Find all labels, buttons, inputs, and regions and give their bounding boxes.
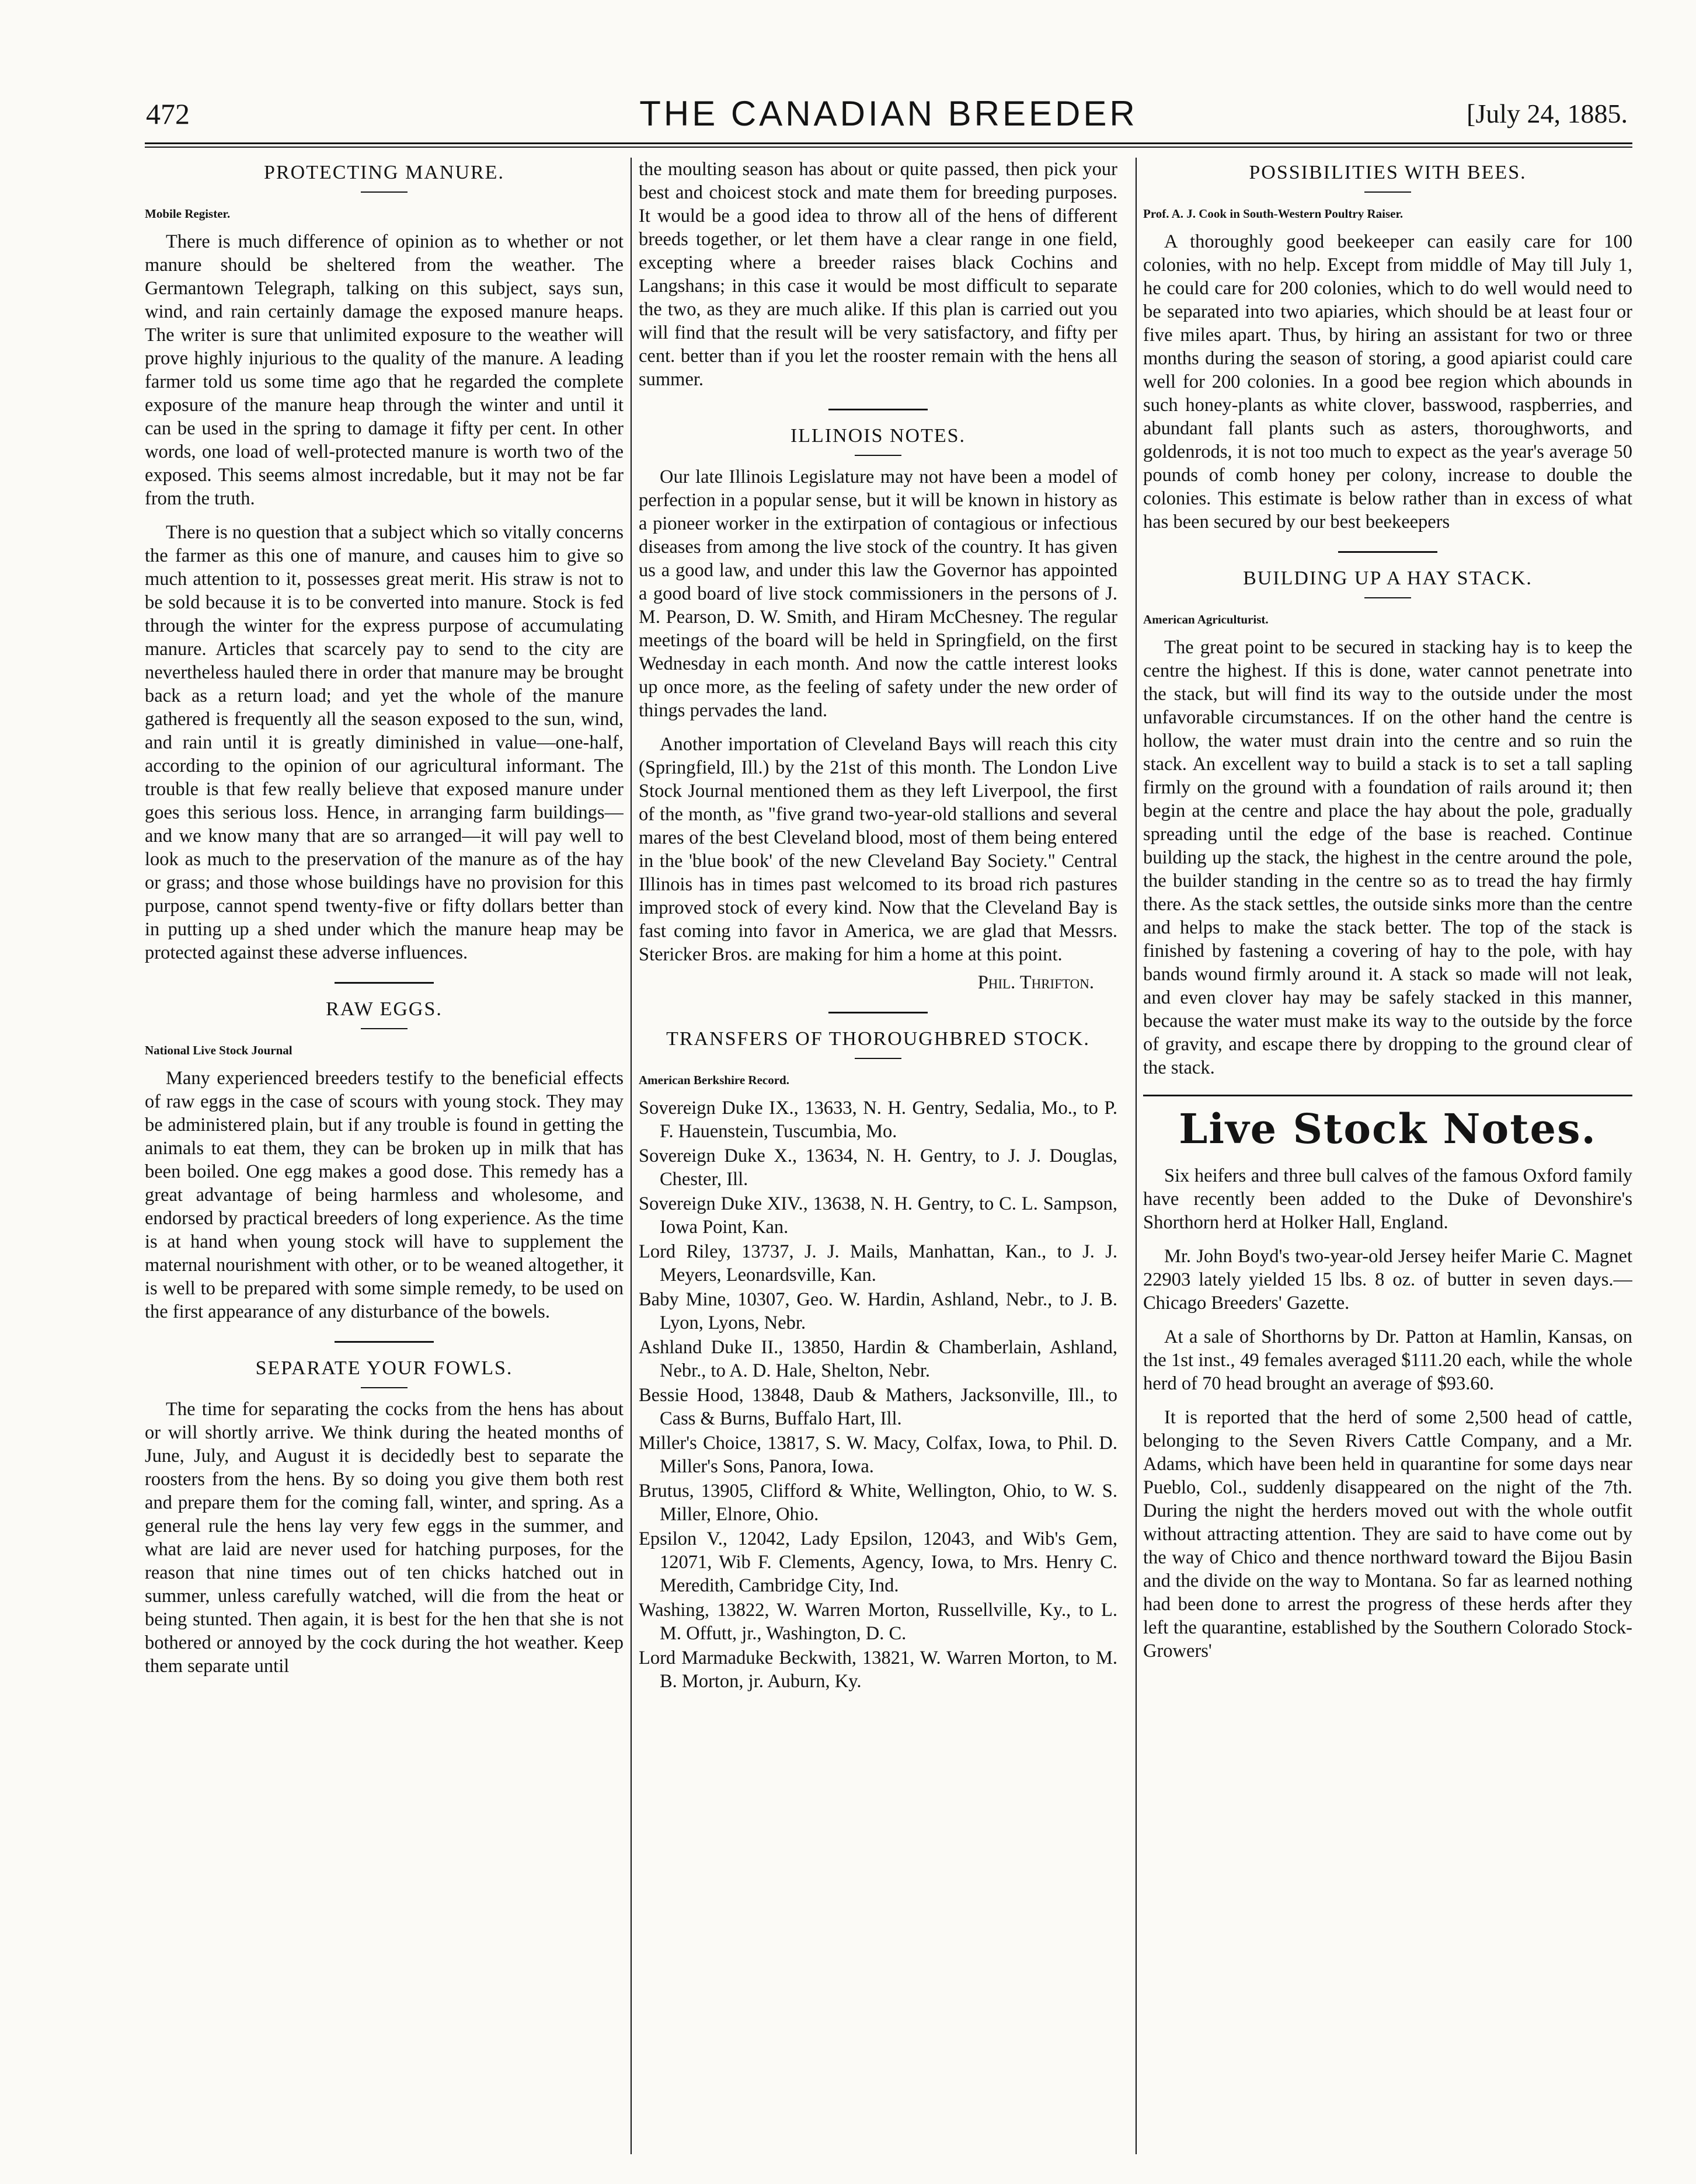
article-paragraph: The great point to be secured in stacking hay is to keep the centre the highest. If this is done, water cannot penetrate into the stack, but will find its way to the outside under the most unfavorable circumstances. If on the other hand the centre is hollow, the water must drain into the centre and so ruin the stack. An excellent way to build a stack is to set a tall sapling firmly on the ground with a foundation of rails around it; then begin at the centre and place the hay about the pole, gradually spreading until the edge of the base is reached. Continue building up the stack, the highest in the centre around the pole, the builder standing in the centre so as to tread the hay firmly there. As the stack settles, the outside sinks more than the centre and helps to make the stack better. The top of the stack is finished by fastening a covering of hay to the pole, with hay bands wound firmly around it. A stack so made will not leak, and even clover hay may be safely stacked in this manner, because the water must make its way to the outside by the force of gravity, and escape there by dropping to the ground clear of the stack. xyxy=(1143,637,1632,1078)
article-heading: RAW EGGS. xyxy=(326,998,443,1020)
section-divider xyxy=(335,1341,434,1343)
section-divider xyxy=(828,1012,928,1013)
article-signature: Phil. Thrifton. xyxy=(977,972,1094,993)
transfer-entry: Lord Riley, 13737, J. J. Mails, Manhattan, Kan., to J. J. Meyers, Leonardsville, Kan. xyxy=(639,1241,1117,1286)
article-heading: ILLINOIS NOTES. xyxy=(790,425,966,447)
heading-divider xyxy=(1364,597,1411,598)
article-source: Prof. A. J. Cook in South-Western Poultry Raiser. xyxy=(1143,207,1404,221)
transfer-entry: Sovereign Duke IX., 13633, N. H. Gentry, Sedalia, Mo., to P. F. Hauenstein, Tuscumbia, Mo. xyxy=(639,1098,1117,1142)
article-live-stock-notes xyxy=(1143,1164,1632,1663)
article-paragraph: Mr. John Boyd's two-year-old Jersey heifer Marie C. Magnet 22903 lately yielded 15 lbs. 8 oz. of butter in seven days.—Chicago Breeders' Gazette. xyxy=(1143,1246,1632,1314)
article-paragraph: Our late Illinois Legislature may not have been a model of perfection in a popular sense, but it will be known in history as a pioneer worker in the extirpation of contagious or infectious diseases from among the live stock of the country. It has given us a good law, and under this law the Governor has appointed a good board of live stock commissioners in the persons of J. M. Pearson, D. W. Smith, and Hiram McChesney. The regular meetings of the board will be held in Springfield, on the first Wednesday in each month. And now the cattle interest looks up once more, as the feeling of safety under the new order of things pervades the land. xyxy=(639,466,1117,721)
heading-divider xyxy=(1364,191,1411,193)
heading-divider xyxy=(855,1058,901,1059)
newspaper-title: THE CANADIAN BREEDER xyxy=(639,94,1138,133)
article-paragraph: It is reported that the herd of some 2,500 head of cattle, belonging to the Seven Rivers Cattle Company, and a Mr. Adams, which have been held in quarantine for some days near Pueblo, Col., suddenly disappeared on the night of the 7th. During the night the herders moved out with the whole outfit without attracting attention. They are said to have come out by the way of Chico and thence northward toward the Bijou Basin and the divide on the way to Montana. So far as learned nothing had been done to arrest the progress of these herds after they left the quarantine, established by the Southern Colorado Stock-Growers' xyxy=(1143,1407,1632,1661)
article-heading: SEPARATE YOUR FOWLS. xyxy=(255,1357,513,1379)
heading-divider xyxy=(361,1387,408,1388)
column-2 xyxy=(639,158,1117,2160)
page-number: 472 xyxy=(146,97,190,130)
masthead xyxy=(145,92,1632,144)
article-paragraph: Six heifers and three bull calves of the famous Oxford family have recently been added to the Duke of Devonshire's Shorthorn herd at Holker Hall, England. xyxy=(1143,1165,1632,1233)
article-source: National Live Stock Journal xyxy=(145,1043,292,1057)
article-bees xyxy=(1143,161,1632,534)
column-3 xyxy=(1143,158,1632,2160)
article-paragraph: There is much difference of opinion as to whether or not manure should be sheltered from the weather. The Germantown Telegraph, talking on this subject, says sun, wind, and rain certainly damage the exposed manure heaps. The writer is sure that unlimited exposure to the weather will prove highly injurious to the quality of the manure. A leading farmer told us some time ago that he regarded the complete exposure of the manure heap through the winter and until it can be used in the spring to damage it fifty per cent. In other words, one load of well-protected manure is worth two of the exposed. This seems almost incredable, but it may not be far from the truth. xyxy=(145,231,624,509)
article-paragraph: At a sale of Shorthorns by Dr. Patton at Hamlin, Kansas, on the 1st inst., 49 females averaged $111.20 each, while the whole herd of 70 head brought an average of $93.60. xyxy=(1143,1326,1632,1394)
article-source: American Berkshire Record. xyxy=(639,1073,789,1087)
transfer-entry: Washing, 13822, W. Warren Morton, Russellville, Ky., to L. M. Offutt, jr., Washington, D. C. xyxy=(639,1600,1117,1644)
transfer-entry: Sovereign Duke X., 13634, N. H. Gentry, to J. J. Douglas, Chester, Ill. xyxy=(639,1145,1117,1190)
transfer-entry: Miller's Choice, 13817, S. W. Macy, Colfax, Iowa, to Phil. D. Miller's Sons, Panora, Iowa. xyxy=(639,1433,1117,1477)
transfer-entry: Epsilon V., 12042, Lady Epsilon, 12043, and Wib's Gem, 12071, Wib F. Clements, Agency, Iowa, to Mrs. Henry C. Meredith, Cambridge City, Ind. xyxy=(639,1528,1117,1596)
article-source: American Agriculturist. xyxy=(1143,612,1269,626)
article-raw-eggs xyxy=(145,998,624,1323)
article-paragraph: Another importation of Cleveland Bays will reach this city (Springfield, Ill.) by the 21st of this month. The London Live Stock Journal mentioned them as they left Liverpool, the first of the month, as "five grand two-year-old stallions and several mares of the best Cleveland blood, most of them being entered in the 'blue book' of the new Cleveland Bay Society." Central Illinois has in times past welcomed to its broad rich pastures improved stock of every kind. Now that the Cleveland Bay is fast coming into favor in America, we are glad that Messrs. Stericker Bros. are making for him a home at this point. xyxy=(639,734,1117,965)
heading-divider xyxy=(361,1028,408,1029)
section-divider xyxy=(335,982,434,984)
article-paragraph: A thoroughly good beekeeper can easily care for 100 colonies, with no help. Except from middle of May till July 1, he could care for 200 colonies, which to do well would need to be separated into two apiaries, which should be at least four or five miles apart. Thus, by hiring an assistant for two or three months during the season of storing, a good apiarist could care well for 200 colonies. In a good bee region which abounds in such honey-plants as white clover, basswood, raspberries, and abundant fall plants such as asters, thoroughworts, and goldenrods, it is not too much to expect as the year's average 50 pounds of comb honey per colony, increase to double the colonies. This estimate is below rather than in excess of what has been secured by our best beekeepers xyxy=(1143,231,1632,532)
article-paragraph: the moulting season has about or quite passed, then pick your best and choicest stock and mate them for breeding purposes. It would be a good idea to throw all of the hens of different breeds together, or let them have a clear range in one field, excepting where a breeder raises black Cochins and Langshans; in this case it would be most difficult to separate the two, as they are much alike. If this plan is carried out you will find that the result will be very satisfactory, and fifty per cent. better than if you let the rooster remain with the hens all summer. xyxy=(639,159,1117,390)
transfer-entry: Lord Marmaduke Beckwith, 13821, W. Warren Morton, to M. B. Morton, jr. Auburn, Ky. xyxy=(639,1647,1117,1692)
article-fowls-continued xyxy=(639,158,1117,391)
transfer-entry: Baby Mine, 10307, Geo. W. Hardin, Ashland, Nebr., to J. B. Lyon, Lyons, Nebr. xyxy=(639,1289,1117,1333)
article-illinois-notes xyxy=(639,424,1117,994)
heading-divider xyxy=(361,191,408,193)
heading-divider xyxy=(855,455,901,456)
article-heading: POSSIBILITIES WITH BEES. xyxy=(1249,162,1527,183)
live-stock-notes-banner: Live Stock Notes. xyxy=(1143,1095,1632,1141)
article-hay-stack xyxy=(1143,567,1632,1079)
article-paragraph: The time for separating the cocks from the hens has about or will shortly arrive. We think during the heated months of June, July, and August it is decidedly best to separate the roosters from the hens. By so doing you give them both rest and prepare them for the coming fall, winter, and spring. As a general rule the hens lay very few eggs in the summer, and what are laid are never used for hatching purposes, for the reason that nine times out of ten chicks hatched out in summer, unless carefully watched, will die from the heat or being stunted. Then again, it is best for the hen that she is not bothered or annoyed by the cock during the hot weather. Keep them separate until xyxy=(145,1399,624,1677)
article-separate-fowls xyxy=(145,1357,624,1678)
issue-date: [July 24, 1885. xyxy=(1467,99,1628,128)
transfer-entry: Bessie Hood, 13848, Daub & Mathers, Jacksonville, Ill., to Cass & Burns, Buffalo Hart, Ill. xyxy=(639,1385,1117,1429)
article-heading: PROTECTING MANURE. xyxy=(264,162,504,183)
section-divider xyxy=(1338,551,1437,553)
transfer-entry: Ashland Duke II., 13850, Hardin & Chamberlain, Ashland, Nebr., to A. D. Hale, Shelton, Nebr. xyxy=(639,1337,1117,1381)
article-protecting-manure xyxy=(145,161,624,964)
article-paragraph: There is no question that a subject which so vitally concerns the farmer as this one of manure, and causes him to give so much attention to it, possesses great merit. His straw is not to be sold because it is to be converted into manure. Stock is fed through the winter for the express purpose of accumulating manure. Articles that scarcely pay to send to the city are nevertheless hauled there in order that manure may be brought back as a return load; and yet the whole of the manure gathered is frequently all the season exposed to the sun, wind, and rain until it is greatly diminished in value—one-half, according to the opinion of our agricultural informant. The trouble is that few really believe that exposed manure under goes this serious loss. Hence, in arranging farm buildings—and we know many that are so arranged—it will pay well to look as much to the preservation of the manure as of the hay or grass; and those whose buildings have no provision for this purpose, cannot spend twenty-five or fifty dollars better than in putting up a shed under which the manure heap may be protected against these adverse influences. xyxy=(145,522,624,963)
column-1 xyxy=(145,158,624,2160)
article-heading: TRANSFERS OF THOROUGHBRED STOCK. xyxy=(666,1028,1090,1050)
column-rule xyxy=(631,158,632,2154)
article-paragraph: Many experienced breeders testify to the beneficial effects of raw eggs in the case of scours with young stock. They may be administered plain, but if any trouble is found in getting the animals to eat them, they can be broken up in milk that has been boiled. One egg makes a good dose. This remedy has a great advantage of being harmless and wholesome, and endorsed by practical breeders of long experience. As the time is at hand when young stock will have to supplement the maternal nourishment with other, or to be weaned altogether, it is well to be prepared with some simple remedy, to be used on the first appearance of any disturbance of the bowels. xyxy=(145,1068,624,1322)
article-heading: BUILDING UP A HAY STACK. xyxy=(1243,567,1533,589)
transfer-entry: Sovereign Duke XIV., 13638, N. H. Gentry, to C. L. Sampson, Iowa Point, Kan. xyxy=(639,1193,1117,1238)
transfer-entry: Brutus, 13905, Clifford & White, Wellington, Ohio, to W. S. Miller, Elnore, Ohio. xyxy=(639,1481,1117,1525)
article-transfers xyxy=(639,1027,1117,1693)
column-rule xyxy=(1136,158,1137,2154)
section-divider xyxy=(828,409,928,410)
article-source: Mobile Register. xyxy=(145,207,231,221)
